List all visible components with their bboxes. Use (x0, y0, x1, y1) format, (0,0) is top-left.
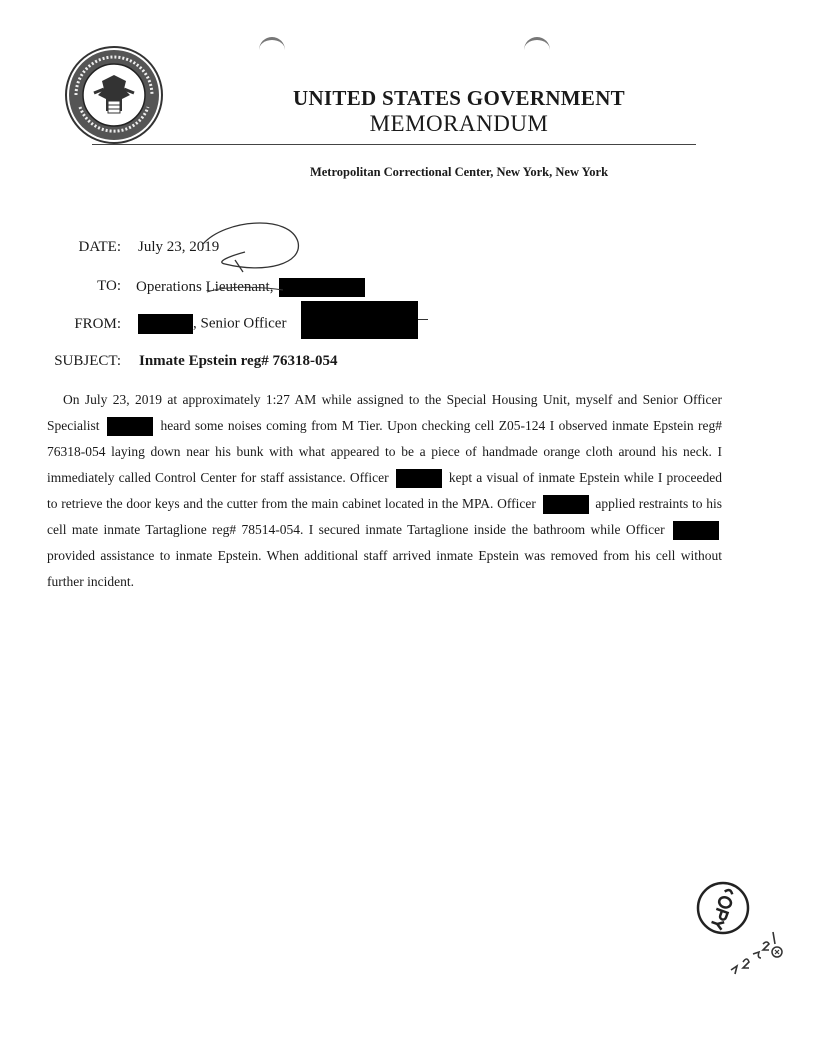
body-segment-3: kept a visual of inmate Epstein while I proceeded to retrieve the door keys and the cutter from the main cabinet located in the MPA. Officer (47, 470, 723, 511)
to-title: Operations Lieutenant, (136, 278, 274, 295)
hole-punch-right (524, 37, 550, 54)
handwritten-loop-mark (195, 214, 305, 274)
strikethrough-mark (205, 284, 285, 296)
redaction-box (673, 521, 719, 540)
redaction-box (138, 314, 193, 334)
body-segment-1: On July 23, 2019 at approximately 1:27 AM while assigned to the Special Housing Unit, myself and Senior Officer Specialist (47, 392, 722, 433)
from-label: FROM: (74, 316, 121, 332)
subject-value: Inmate Epstein reg# 76318-054 (139, 353, 338, 369)
subject-label: SUBJECT: (54, 353, 121, 369)
redaction-box (396, 469, 442, 488)
from-title: , Senior Officer (193, 315, 287, 332)
redaction-box (107, 417, 153, 436)
date-value: July 23, 2019 (138, 239, 220, 255)
hole-punch-left (259, 37, 285, 54)
header-rule (92, 144, 696, 145)
to-label: TO: (97, 278, 121, 294)
pen-mark (418, 319, 428, 320)
memo-title-line2: MEMORANDUM (369, 111, 549, 136)
body-segment-4: applied restraints to his cell mate inmate Tartaglione reg# 78514-054. I secured inmate Tartaglione inside the bathroom while Officer (47, 496, 723, 537)
date-label: DATE: (78, 239, 121, 255)
redaction-box (543, 495, 589, 514)
redaction-box (279, 278, 365, 297)
copy-stamp-icon (693, 870, 793, 980)
facility-location: Metropolitan Correctional Center, New York, New York (309, 165, 609, 179)
redaction-box (301, 301, 418, 339)
memo-body (47, 387, 722, 595)
body-segment-5: provided assistance to inmate Epstein. When additional staff arrived inmate Epstein was removed from his cell without further incident. (47, 548, 722, 589)
memo-title-line1: UNITED STATES GOVERNMENT (293, 86, 625, 110)
body-segment-2: heard some noises coming from M Tier. Upon checking cell Z05-124 I observed inmate Epstein reg# 76318-054 laying down near his bunk with what appeared to be a piece of handmade orange cloth around his neck. I immediately called Control Center for staff assistance. Officer (47, 418, 723, 485)
from-value (138, 314, 286, 334)
